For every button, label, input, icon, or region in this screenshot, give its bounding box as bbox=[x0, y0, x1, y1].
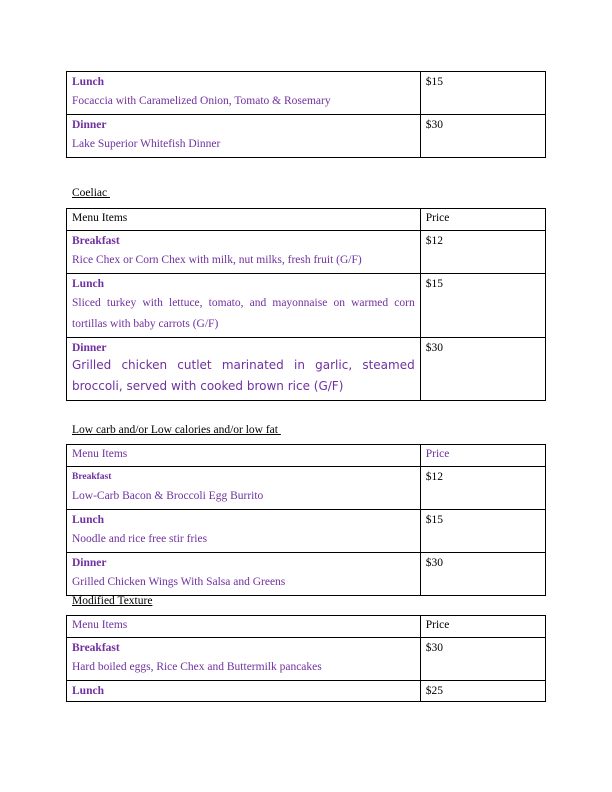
price-value: $12 bbox=[425, 471, 443, 483]
menu-item-cell bbox=[67, 274, 421, 338]
price-cell bbox=[420, 553, 545, 596]
price-cell bbox=[420, 115, 545, 158]
meal-label: Breakfast bbox=[72, 472, 112, 482]
price-value: $12 bbox=[425, 235, 443, 247]
menu-item-cell bbox=[67, 553, 421, 596]
meal-description: Hard boiled eggs, Rice Chex and Buttermilk pancakes bbox=[72, 661, 322, 673]
meal-description: Rice Chex or Corn Chex with milk, nut milks, fresh fruit (G/F) bbox=[72, 254, 362, 266]
table-row bbox=[67, 72, 546, 115]
header-price-cell bbox=[420, 616, 545, 638]
column-header-price: Price bbox=[425, 619, 450, 631]
table-row bbox=[67, 338, 546, 401]
price-value: $15 bbox=[425, 514, 443, 526]
meal-description: Grilled chicken cutlet marinated in garlic, steamed broccoli, served with cooked brown rice (G/F) bbox=[72, 358, 415, 393]
meal-label: Dinner bbox=[72, 557, 107, 569]
coeliac-menu-table bbox=[66, 208, 546, 401]
table-row bbox=[67, 681, 546, 702]
table-row bbox=[67, 638, 546, 681]
price-value: $15 bbox=[425, 76, 443, 88]
low-carb-menu-table bbox=[66, 444, 546, 596]
price-value: $25 bbox=[425, 685, 443, 697]
price-value: $15 bbox=[425, 278, 443, 290]
menu-item-cell bbox=[67, 638, 421, 681]
price-cell bbox=[420, 681, 545, 702]
meal-description: Sliced turkey with lettuce, tomato, and mayonnaise on warmed corn tortillas with baby carrots (G/F) bbox=[72, 297, 415, 330]
price-value: $30 bbox=[425, 342, 443, 354]
meal-label: Dinner bbox=[72, 119, 107, 131]
price-value: $30 bbox=[425, 557, 443, 569]
price-cell bbox=[420, 467, 545, 510]
table-row bbox=[67, 510, 546, 553]
price-value: $30 bbox=[425, 119, 443, 131]
meal-label: Dinner bbox=[72, 342, 107, 354]
meal-description: Grilled Chicken Wings With Salsa and Greens bbox=[72, 576, 286, 588]
header-items-cell bbox=[67, 445, 421, 467]
column-header-menu-items: Menu Items bbox=[72, 448, 128, 460]
menu-item-cell bbox=[67, 231, 421, 274]
price-value: $30 bbox=[425, 642, 443, 654]
column-header-menu-items: Menu Items bbox=[72, 212, 128, 224]
table-header-row bbox=[67, 616, 546, 638]
table-row bbox=[67, 231, 546, 274]
table-row bbox=[67, 115, 546, 158]
column-header-price: Price bbox=[425, 212, 450, 224]
meal-label: Lunch bbox=[72, 278, 104, 290]
section-title-low-carb: Low carb and/or Low calories and/or low fat bbox=[72, 424, 281, 436]
meal-label: Lunch bbox=[72, 514, 104, 526]
header-items-cell bbox=[67, 209, 421, 231]
meal-description: Lake Superior Whitefish Dinner bbox=[72, 138, 221, 150]
meal-label: Lunch bbox=[72, 76, 104, 88]
modified-texture-menu-table bbox=[66, 615, 546, 702]
header-price-cell bbox=[420, 209, 545, 231]
menu-item-cell bbox=[67, 115, 421, 158]
meal-description: Low-Carb Bacon & Broccoli Egg Burrito bbox=[72, 490, 264, 502]
header-items-cell bbox=[67, 616, 421, 638]
menu-item-cell bbox=[67, 338, 421, 401]
table-header-row bbox=[67, 209, 546, 231]
continued-menu-table bbox=[66, 71, 546, 158]
table-header-row bbox=[67, 445, 546, 467]
menu-item-cell bbox=[67, 681, 421, 702]
meal-label: Breakfast bbox=[72, 235, 120, 247]
table-row bbox=[67, 553, 546, 596]
price-cell bbox=[420, 274, 545, 338]
table-row bbox=[67, 274, 546, 338]
meal-label: Lunch bbox=[72, 685, 104, 697]
price-cell bbox=[420, 338, 545, 401]
price-cell bbox=[420, 72, 545, 115]
section-title-coeliac: Coeliac bbox=[72, 187, 110, 199]
meal-label: Breakfast bbox=[72, 642, 120, 654]
menu-item-cell bbox=[67, 467, 421, 510]
section-title-modified-texture: Modified Texture bbox=[72, 595, 153, 607]
price-cell bbox=[420, 510, 545, 553]
meal-description: Focaccia with Caramelized Onion, Tomato & Rosemary bbox=[72, 95, 331, 107]
header-price-cell bbox=[420, 445, 545, 467]
price-cell bbox=[420, 638, 545, 681]
menu-item-cell bbox=[67, 510, 421, 553]
price-cell bbox=[420, 231, 545, 274]
table-row bbox=[67, 467, 546, 510]
column-header-menu-items: Menu Items bbox=[72, 619, 128, 631]
meal-description: Noodle and rice free stir fries bbox=[72, 533, 208, 545]
column-header-price: Price bbox=[425, 448, 450, 460]
menu-item-cell bbox=[67, 72, 421, 115]
